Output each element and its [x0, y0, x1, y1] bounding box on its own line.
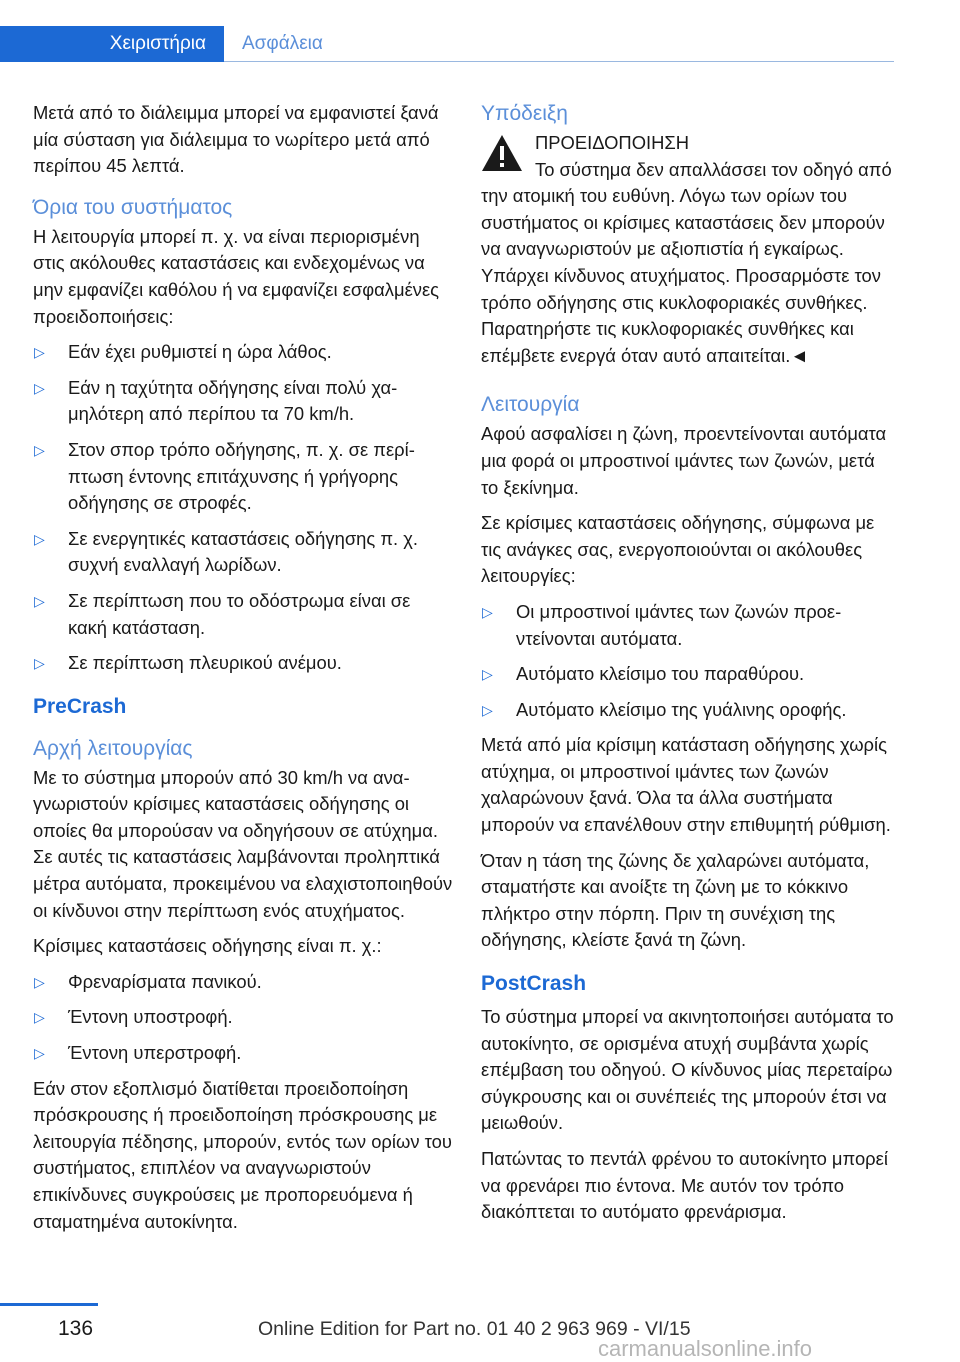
list-item: ▷ Σε περίπτωση που το οδόστρωμα είναι σε κακή κατάσταση.	[33, 588, 453, 641]
list-item: ▷ Έντονη υποστροφή.	[33, 1004, 453, 1031]
limits-paragraph: Η λειτουργία μπορεί π. χ. να είναι περιορισμένη στις ακόλουθες καταστάσεις και ενδεχομένως να μην εμφανίζει καθόλου ή να εμφανίζει εσφαλμένες προειδοποιήσεις:	[33, 225, 440, 327]
warning-triangle-icon	[481, 134, 523, 172]
footer-accent-bar	[0, 1303, 98, 1306]
tension-paragraph: Όταν η τάση της ζώνης δε χαλαρώνει αυτόματα, σταματήστε και ανοίξτε τη ζώνη με το κόκκινο πλήκτρο στην πόρπη. Πριν τη συνέχιση της οδήγησης, κλείστε ξανά τη ζώνη.	[481, 849, 870, 951]
header-bar	[0, 0, 960, 62]
list-item: ▷ Φρεναρίσματα πανικού.	[33, 969, 453, 996]
list-item: ▷ Εάν έχει ρυθμιστεί η ώρα λάθος.	[33, 339, 453, 366]
list-item: ▷ Αυτόματο κλείσιμο της γυάλινης οροφής.	[481, 697, 897, 724]
tab-safety[interactable]	[224, 26, 323, 62]
tab-controls-label: Χειριστήρια	[109, 33, 206, 54]
postcrash-paragraph-1: Το σύστημα μπορεί να ακινητοποιήσει αυτόματα το αυτοκίνητο, σε ορισμένα ατυχή συμβάντα χωρίς επέμβαση του οδηγού. Ο κίνδυνος μίας περεταίρω σύγκρουσης και οι συνέπειές της μπορούν έτσι να μειωθούν.	[481, 1006, 894, 1134]
list-item: ▷ Σε ενεργητικές καταστάσεις οδήγησης π. χ. συχνή εναλλαγή λωρίδων.	[33, 526, 453, 579]
list-item: ▷ Σε περίπτωση πλευρικού ανέμου.	[33, 650, 453, 677]
after-paragraph: Μετά από μία κρίσιμη κατάσταση οδήγησης χωρίς ατύχημα, οι μπροστινοί ιμάντες των ζωνών χαλαρώνουν ξανά. Όλα τα άλλα συστήματα μπορούν να επανέλθουν στην επιθυμητή ρύθμιση.	[481, 734, 891, 836]
header-rule	[224, 61, 894, 62]
watermark: carmanualsonline.info	[598, 1336, 813, 1361]
critical-paragraph: Κρίσιμες καταστάσεις οδήγησης είναι π. χ.:	[33, 935, 382, 957]
page-number: 136	[58, 1317, 94, 1340]
list-item: ▷ Έντονη υπερστροφή.	[33, 1040, 453, 1067]
principle-heading: Αρχή λειτουργίας	[33, 736, 193, 760]
warning-text: Το σύστημα δεν απαλλάσσει τον οδηγό από την ατομική του ευθύνη. Λόγω των ορίων του συστήματος οι κρίσιμες καταστάσεις δεν μπορούν να αναγνωριστούν με αξιοπιστία ή εγκαίρως. Υπάρχει κίνδυνος ατυχήματος. Προσαρμόστε τον τρόπο οδήγησης στις κυκλοφοριακές συνθήκες. Παρατηρήστε τις κυκλοφοριακές συνθήκες και επέμβετε ενεργά όταν αυτό απαιτείται.◄	[481, 158, 892, 366]
function-heading: Λειτουργία	[481, 393, 580, 417]
list-item: ▷ Οι μπροστινοί ιμάντες των ζωνών προεντείνονται αυτόματα.	[481, 599, 897, 652]
tab-safety-label: Ασφάλεια	[242, 33, 323, 54]
list-item: ▷ Εάν η ταχύτητα οδήγησης είναι πολύ χαμηλότερη από περίπου τα 70 km/h.	[33, 375, 453, 428]
critical-list	[33, 969, 453, 1067]
edition-text: Online Edition for Part no. 01 40 2 963 969 - VI/15	[258, 1318, 691, 1340]
limits-heading: Όρια του συστήματος	[33, 195, 233, 219]
right-column	[481, 100, 897, 1235]
intro-paragraph: Μετά από το διάλειμμα μπορεί να εμφανιστεί ξανά μία σύσταση για διάλειμμα το νωρίτερο μετά από περίπου 45 λεπτά.	[33, 102, 439, 177]
limits-list	[33, 339, 453, 677]
function-paragraph-1: Αφού ασφαλίσει η ζώνη, προεντείνονται αυτόματα μια φορά οι μπροστινοί ιμάντες των ζωνών, μετά το ξεκίνημα.	[481, 423, 887, 498]
principle-paragraph: Με το σύστημα μπορούν από 30 km/h να αναγνωριστούν κρίσιμες καταστάσεις οδήγησης οι οποίες θα μπορούσαν να οδηγήσουν σε ατύχημα. Σε αυτές τις καταστάσεις λαμβάνονται προληπτικά μέτρα αυτόματα, προκειμένου να ελαχιστοποιηθούν οι κίνδυνοι στην περίπτωση ενός ατυχήματος.	[33, 766, 453, 921]
hint-heading: Υπόδειξη	[481, 102, 568, 125]
warning-title: ΠΡΟΕΙΔΟΠΟΙΗΣΗ	[535, 132, 690, 153]
function-paragraph-2: Σε κρίσιμες καταστάσεις οδήγησης, σύμφωνα με τις ανάγκες σας, ενεργοποιούνται οι ακόλουθες λειτουργίες:	[481, 512, 875, 587]
postcrash-heading: PostCrash	[481, 972, 587, 996]
function-list	[481, 599, 897, 723]
left-column	[33, 100, 453, 1244]
tab-controls[interactable]	[0, 26, 224, 62]
precrash-heading: PreCrash	[33, 694, 127, 718]
list-item: ▷ Αυτόματο κλείσιμο του παραθύρου.	[481, 661, 897, 688]
warning-block	[481, 130, 897, 369]
postcrash-paragraph-2: Πατώντας το πεντάλ φρένου το αυτοκίνητο μπορεί να φρενάρει πιο έντονα. Με αυτόν τον τρόπο διακόπτεται το αυτόματο φρενάρισμα.	[481, 1148, 888, 1223]
list-item: ▷ Στον σπορ τρόπο οδήγησης, π. χ. σε περίπτωση έντονης επιτάχυνσης ή γρήγορης οδήγησης σε στροφές.	[33, 437, 453, 517]
equipment-paragraph: Εάν στον εξοπλισμό διατίθεται προειδοποίηση πρόσκρουσης ή προειδοποίηση πρόσκρουσης με λειτουργία πέδησης, μπορούν, εντός των ορίων του συστήματος, επιπλέον να αναγνωριστούν επικίνδυνες συγκρούσεις με προπορευόμενα ή σταματημένα αυτοκίνητα.	[33, 1077, 452, 1232]
